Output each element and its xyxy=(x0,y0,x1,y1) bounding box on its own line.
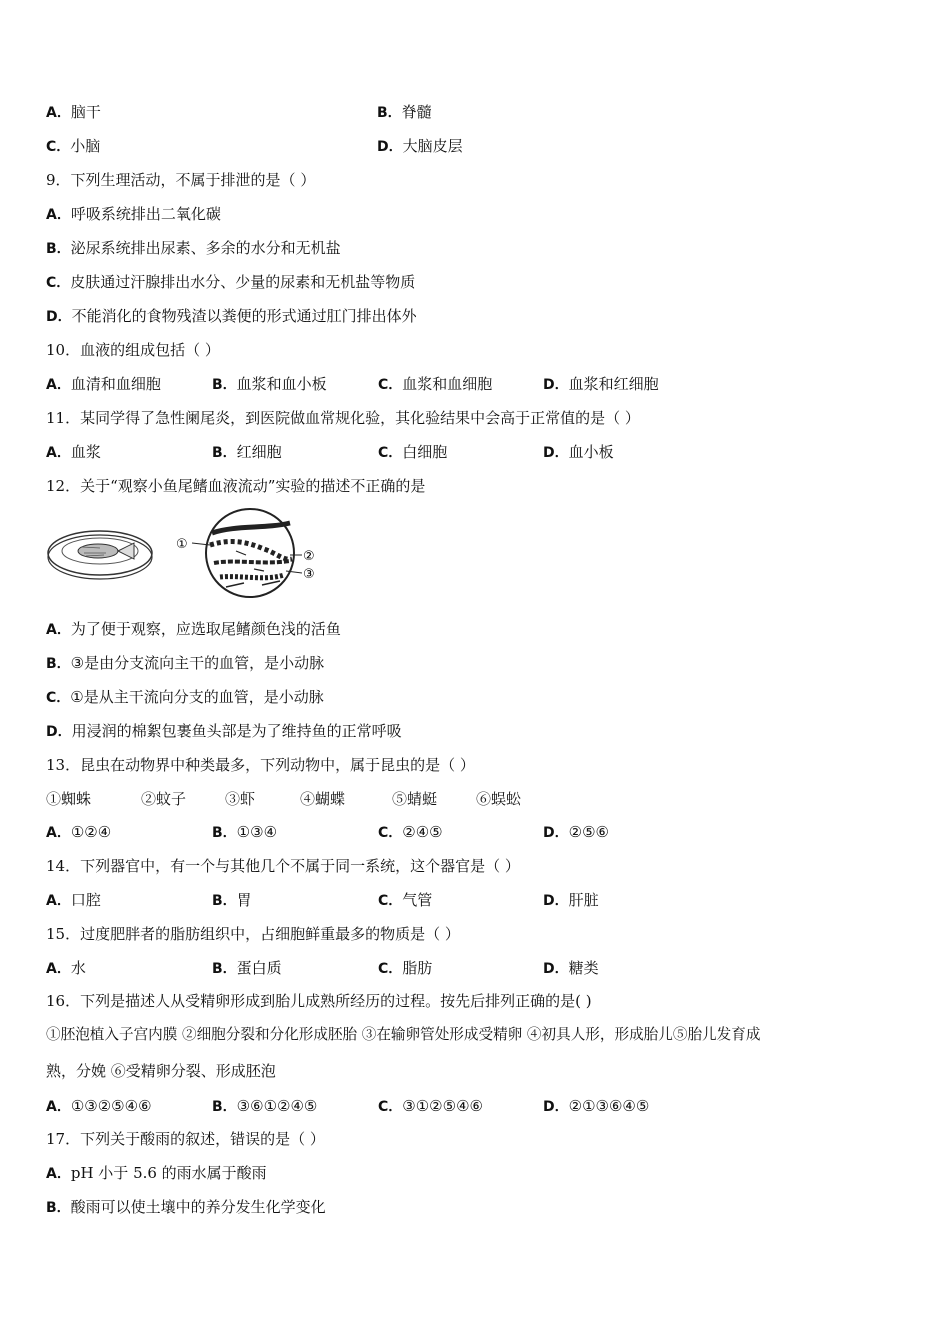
q8-option-c xyxy=(46,136,100,157)
option-letter: D． xyxy=(543,825,569,841)
option-text: 白细胞 xyxy=(402,443,448,461)
option-text: 不能消化的食物残渣以粪便的形式通过肛门排出体外 xyxy=(71,307,417,325)
option-letter: A． xyxy=(46,622,71,638)
option-text: 血浆和红细胞 xyxy=(568,375,659,393)
option-text: 红细胞 xyxy=(236,443,282,461)
q13-item-4: ④蝴蝶 xyxy=(300,790,346,808)
option-text: 酸雨可以使土壤中的养分发生化学变化 xyxy=(70,1198,326,1216)
q13-option-b xyxy=(212,822,277,843)
option-letter: A． xyxy=(46,825,71,841)
option-letter: B． xyxy=(212,1099,237,1115)
q14-option-b xyxy=(212,890,252,911)
q8-option-b xyxy=(377,102,432,123)
q14-stem: 14．下列器官中，有一个与其他几个不属于同一系统，这个器官是（ ） xyxy=(46,857,520,875)
option-text: ①是从主干流向分支的血管，是小动脉 xyxy=(70,688,324,706)
q16-steps-line-1: ①胚泡植入子宫内膜 ②细胞分裂和分化形成胚胎 ③在输卵管处形成受精卵 ④初具人形，形成胎儿⑤胎儿发育成 xyxy=(46,1026,761,1043)
option-text: 呼吸系统排出二氧化碳 xyxy=(70,205,221,223)
q11-option-b xyxy=(212,442,282,463)
option-text: 气管 xyxy=(402,891,433,909)
option-letter: A． xyxy=(46,105,71,121)
q15-stem: 15．过度肥胖者的脂肪组织中，占细胞鲜重最多的物质是（ ） xyxy=(46,925,460,943)
q12-option-c xyxy=(46,687,324,708)
option-text: ①③②⑤④⑥ xyxy=(70,1097,152,1115)
option-text: ③①②⑤④⑥ xyxy=(402,1097,483,1115)
q17-option-a xyxy=(46,1163,267,1184)
option-text: 脂肪 xyxy=(402,959,433,977)
option-text: 血清和血细胞 xyxy=(70,375,161,393)
option-letter: A． xyxy=(46,893,71,909)
option-letter: C． xyxy=(378,1099,403,1115)
option-text: 蛋白质 xyxy=(236,959,282,977)
q13-item-1: ①蜘蛛 xyxy=(46,790,92,808)
q16-option-b xyxy=(212,1096,317,1117)
figure-label-1: ① xyxy=(176,537,188,552)
q11-option-a xyxy=(46,442,101,463)
option-letter: C． xyxy=(378,377,403,393)
q9-option-a xyxy=(46,204,221,225)
option-text: pH 小于 5.6 的雨水属于酸雨 xyxy=(70,1164,267,1182)
option-letter: C． xyxy=(378,445,403,461)
option-letter: C． xyxy=(46,275,71,291)
option-text: 口腔 xyxy=(70,891,101,909)
figure-label-2: ② xyxy=(303,549,315,564)
option-text: 胃 xyxy=(236,891,252,909)
option-letter: A． xyxy=(46,1099,71,1115)
option-letter: B． xyxy=(212,825,237,841)
q9-option-d xyxy=(46,306,417,327)
option-letter: D． xyxy=(46,309,72,325)
q16-option-d xyxy=(543,1096,649,1117)
q14-option-c xyxy=(378,890,432,911)
option-letter: B． xyxy=(212,445,237,461)
q10-option-d xyxy=(543,374,659,395)
option-text: 为了便于观察，应选取尾鳍颜色浅的活鱼 xyxy=(70,620,341,638)
q10-stem: 10．血液的组成包括（ ） xyxy=(46,341,220,359)
q15-option-b xyxy=(212,958,282,979)
figure-label-3: ③ xyxy=(303,567,315,582)
q14-option-a xyxy=(46,890,101,911)
option-text: 脑干 xyxy=(70,103,101,121)
option-letter: D． xyxy=(543,1099,569,1115)
option-text: 皮肤通过汗腺排出水分、少量的尿素和无机盐等物质 xyxy=(70,273,416,291)
q13-stem: 13．昆虫在动物界中种类最多，下列动物中，属于昆虫的是（ ） xyxy=(46,756,475,774)
q12-option-b xyxy=(46,653,324,674)
microscope-view-icon xyxy=(206,509,294,597)
q16-option-a xyxy=(46,1096,152,1117)
option-text: 肝脏 xyxy=(568,891,599,909)
q13-item-5: ⑤蜻蜓 xyxy=(392,790,438,808)
option-letter: A． xyxy=(46,1166,71,1182)
option-text: ①②④ xyxy=(70,823,112,841)
q13-option-c xyxy=(378,822,443,843)
option-letter: B． xyxy=(46,241,71,257)
option-letter: D． xyxy=(46,724,72,740)
q15-option-a xyxy=(46,958,86,979)
option-letter: D． xyxy=(377,139,403,155)
option-text: 泌尿系统排出尿素、多余的水分和无机盐 xyxy=(70,239,341,257)
option-letter: B． xyxy=(212,961,237,977)
option-letter: B． xyxy=(212,893,237,909)
option-letter: C． xyxy=(378,961,403,977)
q15-option-c xyxy=(378,958,432,979)
option-letter: A． xyxy=(46,207,71,223)
option-letter: B． xyxy=(46,656,71,672)
option-text: ③⑥①②④⑤ xyxy=(236,1097,318,1115)
option-letter: D． xyxy=(543,961,569,977)
q12-stem: 12．关于“观察小鱼尾鳍血液流动”实验的描述不正确的是 xyxy=(46,477,426,495)
q13-option-d xyxy=(543,822,609,843)
q12-option-d xyxy=(46,721,402,742)
option-letter: B． xyxy=(377,105,402,121)
q8-option-a xyxy=(46,102,101,123)
option-letter: C． xyxy=(378,825,403,841)
q17-option-b xyxy=(46,1197,326,1218)
q10-option-a xyxy=(46,374,161,395)
option-text: ②④⑤ xyxy=(402,823,443,841)
option-letter: A． xyxy=(46,961,71,977)
option-letter: C． xyxy=(46,139,71,155)
q13-item-2: ②蚊子 xyxy=(141,790,187,808)
option-letter: D． xyxy=(543,893,569,909)
q16-option-c xyxy=(378,1096,483,1117)
option-letter: D． xyxy=(543,445,569,461)
q9-stem: 9．下列生理活动，不属于排泄的是（ ） xyxy=(46,171,316,189)
option-text: ②⑤⑥ xyxy=(568,823,609,841)
q9-option-c xyxy=(46,272,415,293)
q13-item-3: ③虾 xyxy=(225,790,256,808)
q10-option-c xyxy=(378,374,492,395)
option-letter: D． xyxy=(543,377,569,393)
q13-option-a xyxy=(46,822,111,843)
option-letter: C． xyxy=(378,893,403,909)
option-text: 血浆 xyxy=(70,443,101,461)
q11-option-d xyxy=(543,442,614,463)
option-text: 血浆和血小板 xyxy=(236,375,327,393)
option-letter: A． xyxy=(46,377,71,393)
q11-stem: 11．某同学得了急性阑尾炎，到医院做血常规化验，其化验结果中会高于正常值的是（ ） xyxy=(46,409,640,427)
option-text: 用浸润的棉絮包裹鱼头部是为了维持鱼的正常呼吸 xyxy=(71,722,402,740)
option-letter: B． xyxy=(212,377,237,393)
option-letter: C． xyxy=(46,690,71,706)
q12-option-a xyxy=(46,619,341,640)
option-text: 糖类 xyxy=(568,959,599,977)
q9-option-b xyxy=(46,238,341,259)
q15-option-d xyxy=(543,958,599,979)
fish-icon xyxy=(78,543,134,559)
q17-stem: 17．下列关于酸雨的叙述，错误的是（ ） xyxy=(46,1130,325,1148)
q16-steps-line-2: 熟，分娩 ⑥受精卵分裂、形成胚泡 xyxy=(46,1062,276,1080)
q14-option-d xyxy=(543,890,599,911)
option-text: 水 xyxy=(70,959,86,977)
option-letter: A． xyxy=(46,445,71,461)
option-text: 小脑 xyxy=(70,137,101,155)
q13-item-6: ⑥蜈蚣 xyxy=(476,790,522,808)
option-text: ①③④ xyxy=(236,823,278,841)
option-text: ②①③⑥④⑤ xyxy=(568,1097,650,1115)
q8-option-d xyxy=(377,136,463,157)
option-letter: B． xyxy=(46,1200,71,1216)
option-text: 血浆和血细胞 xyxy=(402,375,493,393)
option-text: 脊髓 xyxy=(401,103,432,121)
q16-stem: 16．下列是描述人从受精卵形成到胎儿成熟所经历的过程。按先后排列正确的是( ) xyxy=(46,992,592,1010)
q11-option-c xyxy=(378,442,447,463)
q10-option-b xyxy=(212,374,327,395)
fish-tail-experiment-figure xyxy=(40,503,330,603)
option-text: 血小板 xyxy=(568,443,614,461)
option-text: 大脑皮层 xyxy=(402,137,463,155)
option-text: ③是由分支流向主干的血管，是小动脉 xyxy=(70,654,325,672)
